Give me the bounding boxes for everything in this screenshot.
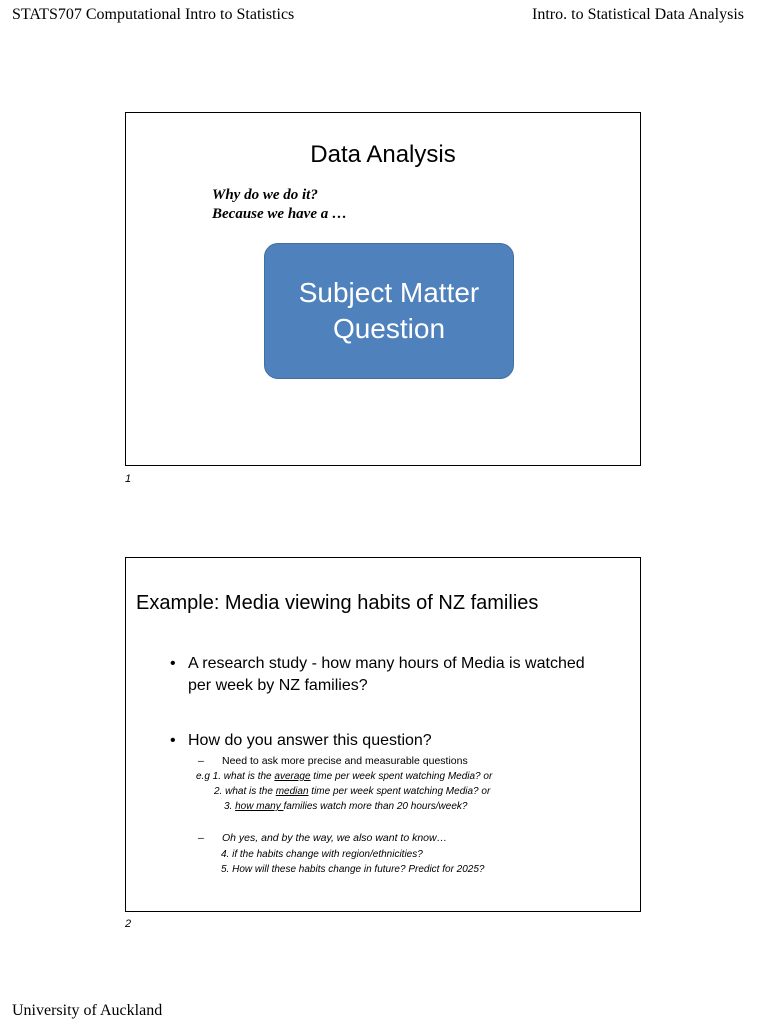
page-header-topic: Intro. to Statistical Data Analysis — [532, 6, 744, 23]
sub-point-also-know — [198, 831, 447, 845]
dash-marker: – — [198, 832, 204, 844]
q3-emphasis: how many — [235, 801, 284, 812]
slide-1-intro — [212, 186, 347, 224]
sub-point-precise — [198, 754, 468, 768]
sub-point-2-text: Oh yes, and by the way, we also want to know… — [222, 832, 448, 844]
bullet-dot: • — [170, 655, 176, 672]
q1-emphasis: average — [274, 771, 311, 782]
subject-matter-box — [264, 243, 514, 379]
q1-prefix: e.g 1. what is the — [196, 771, 275, 782]
bullet-how-answer — [170, 730, 432, 752]
q2-emphasis: median — [275, 786, 309, 797]
subject-box-line-1: Subject Matter — [298, 277, 480, 308]
subject-box-line-2: Question — [332, 313, 446, 344]
question-3 — [224, 799, 467, 814]
slide-2-number: 2 — [125, 918, 132, 930]
question-4: 4. if the habits change with region/ethnicities? — [221, 849, 423, 860]
q3-suffix: families watch more than 20 hours/week? — [283, 801, 468, 812]
question-2 — [214, 784, 490, 799]
q3-prefix: 3. — [224, 801, 236, 812]
page-header-course: STATS707 Computational Intro to Statistics — [12, 6, 295, 23]
slide-2 — [125, 557, 641, 912]
dash-marker: – — [198, 755, 204, 767]
slide-1-title: Data Analysis — [310, 141, 456, 168]
slide-1-line-1: Why do we do it? — [212, 187, 318, 203]
bullet-research-study — [170, 653, 590, 697]
slide-1-number: 1 — [125, 473, 132, 485]
question-1 — [196, 769, 492, 784]
slide-1-line-2: Because we have a … — [212, 206, 347, 222]
q2-suffix: time per week spent watching Media? or — [308, 786, 491, 797]
q1-suffix: time per week spent watching Media? or — [310, 771, 493, 782]
slide-2-title: Example: Media viewing habits of NZ families — [136, 592, 539, 614]
bullet-2-text: How do you answer this question? — [188, 732, 432, 749]
slide-1 — [125, 112, 641, 466]
page-footer-university: University of Auckland — [12, 1002, 163, 1019]
question-5: 5. How will these habits change in future? Predict for 2025? — [221, 864, 485, 875]
bullet-1-text: A research study - how many hours of Media is watched per week by NZ families? — [188, 655, 585, 694]
bullet-dot: • — [170, 732, 176, 749]
q2-prefix: 2. what is the — [214, 786, 276, 797]
sub-point-1-text: Need to ask more precise and measurable questions — [222, 755, 468, 767]
